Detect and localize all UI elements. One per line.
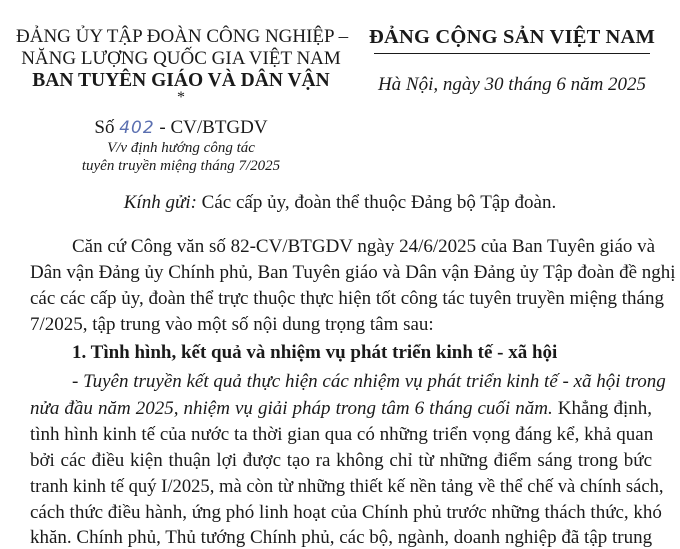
body-line: khăn. Chính phủ, Thủ tướng Chính phủ, các bộ, ngành, doanh nghiệp đã tập trung xyxy=(30,527,653,548)
department-name: BAN TUYÊN GIÁO VÀ DÂN VẬN xyxy=(32,70,330,91)
subject-line1: V/v định hướng công tác xyxy=(107,140,255,156)
body-line: cách thức điều hành, ứng phó linh hoạt của Chính phủ trước những thách thức, khó xyxy=(30,502,662,523)
body-line-mixed xyxy=(30,398,652,420)
party-underline xyxy=(374,53,650,54)
recipient xyxy=(0,192,680,214)
body-normal-span: Khẳng định, xyxy=(557,398,653,419)
body-line: Căn cứ Công văn số 82-CV/BTGDV ngày 24/6/2025 của Ban Tuyên giáo và xyxy=(72,236,656,257)
org-name-line1: ĐẢNG ỦY TẬP ĐOÀN CÔNG NGHIỆP – xyxy=(16,26,349,47)
recipient-label: Kính gửi: xyxy=(123,192,197,213)
section-heading: 1. Tình hình, kết quả và nhiệm vụ phát triển kinh tế - xã hội xyxy=(72,342,558,363)
subject-line2: tuyên truyền miệng tháng 7/2025 xyxy=(81,158,281,174)
org-name-line2: NĂNG LƯỢNG QUỐC GIA VIỆT NAM xyxy=(21,48,341,69)
body-line: 7/2025, tập trung vào một số nội dung trọng tâm sau: xyxy=(30,314,434,335)
doc-number-prefix: Số xyxy=(94,117,115,138)
body-line: các các cấp ủy, đoàn thể trực thuộc thực hiện tốt công tác tuyên truyền miệng tháng xyxy=(30,288,664,309)
body-line: tình hình kinh tế của nước ta thời gian qua có những triển vọng đáng kể, khả quan xyxy=(30,424,654,445)
doc-number-handwritten: 402 xyxy=(119,118,155,138)
body-line: tranh kinh tế quý I/2025, mà còn từ những thiết kế nền tảng về thể chế và chính sách, xyxy=(30,476,664,497)
recipient-value: Các cấp ủy, đoàn thể thuộc Đảng bộ Tập đoàn. xyxy=(201,192,557,213)
body-line: Dân vận Đảng ủy Chính phủ, Ban Tuyên giáo và Dân vận Đảng ủy Tập đoàn đề nghị xyxy=(30,262,676,283)
body-italic-span: nửa đầu năm 2025, nhiệm vụ giải pháp trong tâm 6 tháng cuối năm. xyxy=(30,398,553,419)
document-date: Hà Nội, ngày 30 tháng 6 năm 2025 xyxy=(377,74,647,95)
star-separator: * xyxy=(177,89,185,106)
doc-number-suffix: - CV/BTGDV xyxy=(159,117,268,138)
document-number xyxy=(16,117,346,139)
party-name: ĐẢNG CỘNG SẢN VIỆT NAM xyxy=(368,26,656,48)
body-line-italic: - Tuyên truyền kết quả thực hiện các nhiệm vụ phát triển kinh tế - xã hội trong xyxy=(72,371,666,392)
body-line: bởi các điều kiện thuận lợi được tạo ra không chỉ từ những điểm sáng trong bức xyxy=(30,450,652,471)
